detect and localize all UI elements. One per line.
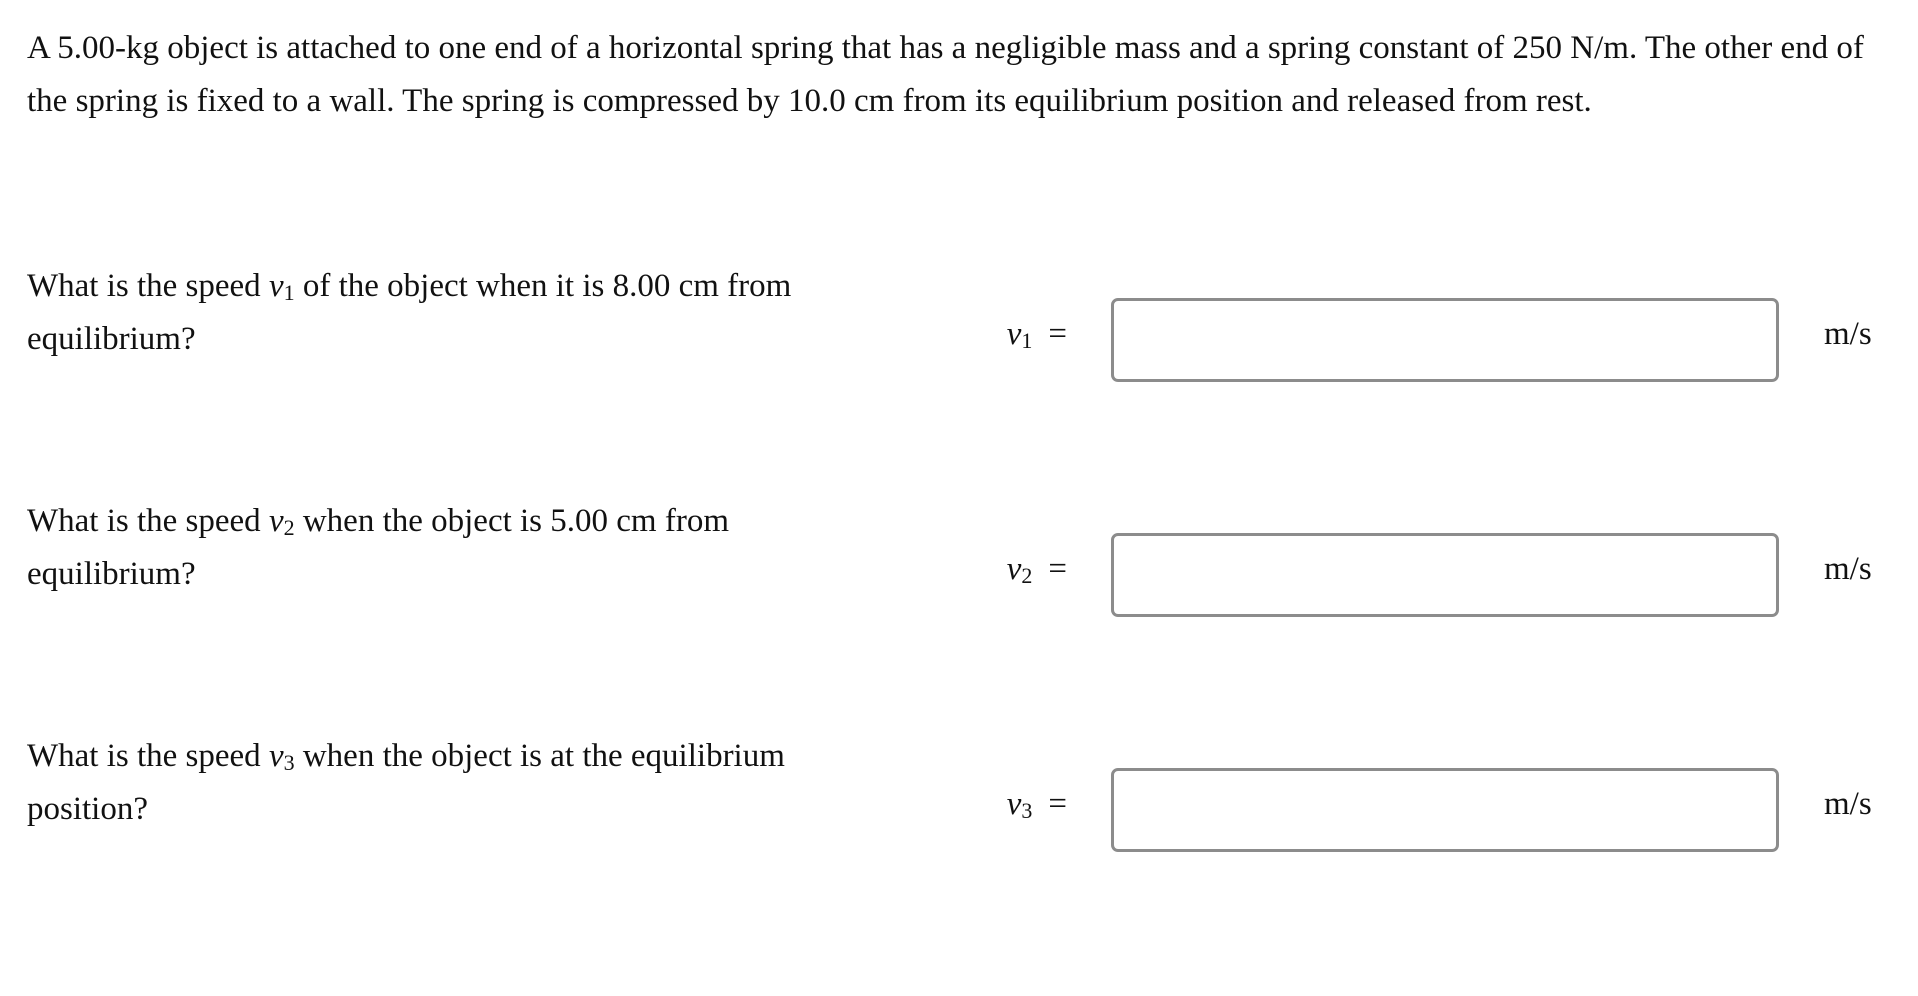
variable-subscript: 1 bbox=[283, 280, 295, 305]
question-row-v3 bbox=[0, 730, 1918, 850]
question-text-before: What is the speed bbox=[27, 268, 269, 304]
answer-label-v2 bbox=[1007, 543, 1067, 596]
label-symbol: v bbox=[1006, 551, 1022, 587]
variable-symbol: v bbox=[268, 503, 284, 539]
answer-label-v1 bbox=[1007, 308, 1067, 361]
answer-input-v1[interactable] bbox=[1111, 298, 1779, 382]
question-text-v3 bbox=[27, 730, 817, 836]
label-subscript: 1 bbox=[1021, 328, 1033, 353]
answer-input-v3[interactable] bbox=[1111, 768, 1779, 852]
answer-input-v2[interactable] bbox=[1111, 533, 1779, 617]
question-text-before: What is the speed bbox=[27, 738, 269, 774]
question-text-v2 bbox=[27, 495, 817, 601]
problem-statement: A 5.00-kg object is attached to one end of a horizontal spring that has a negligible mass and a spring constant of 250 N/m. The other end of the spring is fixed to a wall. The spring is compressed by 10.0 cm from its equilibrium position and released from rest. bbox=[27, 30, 1864, 119]
variable-subscript: 3 bbox=[283, 750, 295, 775]
unit-label-v1: m/s bbox=[1824, 316, 1872, 352]
question-text-before: What is the speed bbox=[27, 503, 269, 539]
label-subscript: 2 bbox=[1021, 563, 1033, 588]
variable-subscript: 2 bbox=[283, 515, 295, 540]
label-symbol: v bbox=[1006, 316, 1022, 352]
question-text-after: when the object is 5.00 cm from equilibrium? bbox=[27, 503, 729, 592]
question-text-after: of the object when it is 8.00 cm from equilibrium? bbox=[27, 268, 792, 357]
question-row-v1 bbox=[0, 260, 1918, 380]
question-text-after: when the object is at the equilibrium position? bbox=[27, 738, 785, 827]
label-subscript: 3 bbox=[1021, 798, 1033, 823]
variable-symbol: v bbox=[268, 268, 284, 304]
equals-sign: = bbox=[1048, 316, 1067, 352]
equals-sign: = bbox=[1048, 551, 1067, 587]
unit-label-v2: m/s bbox=[1824, 551, 1872, 587]
answer-label-v3 bbox=[1007, 778, 1067, 831]
question-text-v1 bbox=[27, 260, 817, 366]
equals-sign: = bbox=[1048, 786, 1067, 822]
label-symbol: v bbox=[1006, 786, 1022, 822]
unit-label-v3: m/s bbox=[1824, 786, 1872, 822]
question-row-v2 bbox=[0, 495, 1918, 615]
variable-symbol: v bbox=[268, 738, 284, 774]
